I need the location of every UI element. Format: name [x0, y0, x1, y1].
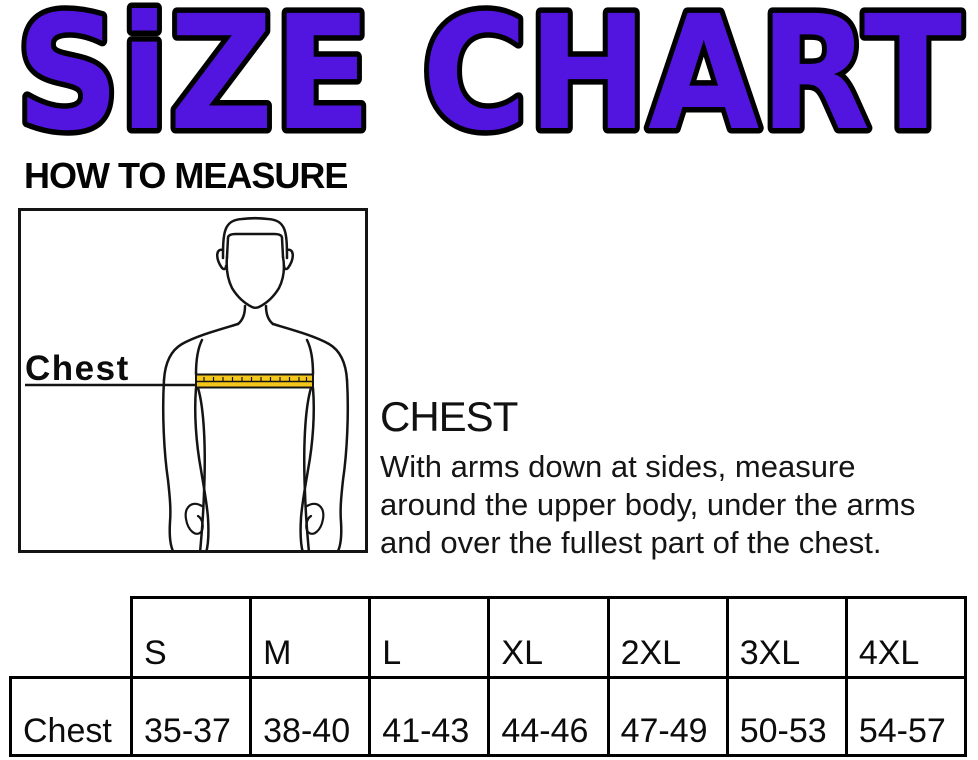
chest-instructions-line-2: around the upper body, under the arms: [380, 487, 916, 522]
size-table-header-row: [11, 598, 966, 678]
chest-value-2xl: 47-49: [608, 678, 727, 756]
size-header-4xl: 4XL: [846, 598, 965, 678]
chest-instructions-line-3: and over the fullest part of the chest.: [380, 525, 882, 560]
size-header-3xl: 3XL: [727, 598, 846, 678]
how-to-measure-heading: HOW TO MEASURE: [24, 155, 348, 196]
chest-instructions: [380, 448, 915, 562]
chest-value-4xl: 54-57: [846, 678, 965, 756]
size-table: [9, 596, 967, 757]
chest-section-heading: CHEST: [380, 393, 518, 440]
size-table-container: [9, 596, 967, 757]
row-label-chest: Chest: [11, 678, 132, 756]
size-header-l: L: [370, 598, 489, 678]
page-title: SiZE CHART: [16, 0, 962, 152]
chest-instructions-line-1: With arms down at sides, measure: [380, 449, 856, 484]
table-corner-cell: [11, 598, 132, 678]
person-outline: [223, 218, 287, 258]
size-chart-title-banner: [0, 0, 978, 152]
size-header-m: M: [251, 598, 370, 678]
chest-measurements-row: [11, 678, 966, 756]
figure-chest-label: Chest: [25, 349, 130, 388]
chest-value-m: 38-40: [251, 678, 370, 756]
size-header-s: S: [132, 598, 251, 678]
chest-value-l: 41-43: [370, 678, 489, 756]
chest-value-3xl: 50-53: [727, 678, 846, 756]
size-header-2xl: 2XL: [608, 598, 727, 678]
measurement-figure: [18, 208, 368, 553]
measuring-tape-icon: [196, 375, 313, 388]
chest-value-s: 35-37: [132, 678, 251, 756]
chest-value-xl: 44-46: [489, 678, 608, 756]
size-header-xl: XL: [489, 598, 608, 678]
